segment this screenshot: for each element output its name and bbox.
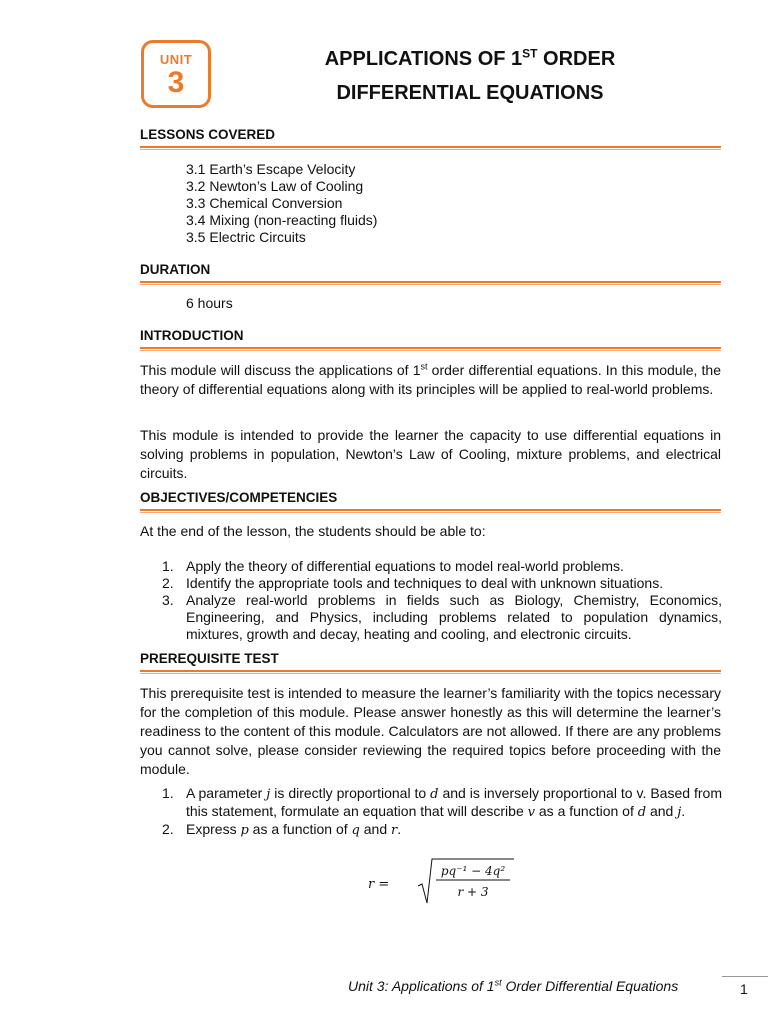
list-item: 3.5 Electric Circuits [186, 229, 306, 245]
math-symbol: j [266, 787, 271, 802]
unit-badge [141, 40, 211, 108]
item-number: 2. [162, 821, 174, 837]
section-heading: PREREQUISITE TEST [140, 651, 279, 666]
section-heading: INTRODUCTION [140, 328, 244, 343]
list-item: 3.3 Chemical Conversion [186, 195, 343, 211]
intro-paragraph-1 [140, 361, 721, 399]
item-number: 2. [162, 575, 174, 591]
list-item: 3.2 Newton’s Law of Cooling [186, 178, 364, 194]
list-item [162, 592, 722, 643]
item-number: 1. [162, 785, 174, 801]
intro-paragraph-2: This module is intended to provide the learner the capacity to use differential equations in solving problems in population, Newton’s Law of Cooling, mixture problems, and electrical circuits. [140, 427, 721, 481]
list-item: 3.1 Earth’s Escape Velocity [186, 161, 356, 177]
title-line-2: DIFFERENTIAL EQUATIONS [336, 82, 604, 104]
list-item [162, 558, 722, 575]
intro-text: This module will discuss the applications of 1 [140, 362, 421, 378]
list-item [162, 575, 722, 592]
equation-denominator: r + 3 [457, 885, 489, 899]
section-divider [140, 281, 721, 283]
equation [368, 858, 528, 908]
objectives-section-header [140, 490, 721, 513]
question-1 [162, 785, 722, 821]
title-line-1-tail: ORDER [537, 48, 616, 70]
introduction-section-header [140, 328, 721, 351]
objectives-intro: At the end of the lesson, the students should be able to: [140, 523, 486, 539]
section-divider-thin [140, 512, 721, 513]
section-divider-thin [140, 673, 721, 674]
math-symbol: p [240, 823, 249, 838]
math-symbol: j [677, 805, 682, 820]
prereq-section-header [140, 651, 721, 674]
math-symbol: d [637, 805, 647, 820]
objectives-list [162, 558, 722, 643]
prereq-questions [162, 785, 722, 839]
question-text-part: A parameter [186, 785, 267, 801]
math-symbol: d [430, 787, 439, 802]
item-number: 3. [162, 592, 174, 608]
page-title [250, 42, 690, 110]
section-heading: OBJECTIVES/COMPETENCIES [140, 490, 338, 505]
question-text-part: . [397, 821, 402, 837]
question-text-part: and is inversely proportional to v. Based from this statement, formulate an equation that will describe [186, 785, 722, 819]
footer-superscript: st [494, 977, 502, 988]
section-divider-thin [140, 149, 721, 150]
title-superscript: ST [522, 46, 538, 61]
unit-label: UNIT [159, 52, 193, 67]
lessons-list [186, 161, 377, 246]
item-text: Identify the appropriate tools and techniques to deal with unknown situations. [186, 575, 664, 591]
title-line-1 [250, 42, 690, 76]
math-symbol: v [527, 805, 535, 820]
duration-value: 6 hours [186, 295, 233, 311]
item-text: Analyze real-world problems in fields such as Biology, Chemistry, Economics, Engineering, and Physics, including problems related to population dynamics, mixtures, growth and decay, heating and cooling, and electronic circuits. [186, 592, 722, 642]
question-text [186, 821, 722, 839]
prereq-intro: This prerequisite test is intended to measure the learner’s familiarity with the topics necessary for the completion of this module. Please answer honestly as this will determine the learner’s readiness to the content of this module. Calculators are not allowed. If there are any problems you cannot solve, please consider reviewing the required topics before proceeding with the module. [140, 685, 721, 777]
footer-text-tail: Order Differential Equations [501, 978, 679, 994]
section-divider [140, 670, 721, 672]
section-divider-thin [140, 284, 721, 285]
section-heading: DURATION [140, 262, 211, 277]
page-footer [348, 978, 678, 994]
question-text-part: and [646, 803, 678, 819]
question-text [186, 785, 722, 821]
question-text-part: as a function of [248, 821, 352, 837]
page-number: 1 [740, 981, 748, 997]
section-divider [140, 146, 721, 148]
question-text-part: . [681, 803, 686, 819]
equation-numerator: pq⁻¹ − 4q² [440, 864, 506, 878]
section-heading: LESSONS COVERED [140, 127, 276, 142]
question-text-part: Express [186, 821, 241, 837]
item-text: Apply the theory of differential equations to model real-world problems. [186, 558, 624, 574]
question-text-part: and [359, 821, 391, 837]
equation-lhs: r = [368, 877, 390, 892]
title-line-1-text: APPLICATIONS OF 1 [324, 48, 523, 70]
intro-superscript: st [420, 361, 428, 372]
duration-section-header [140, 262, 721, 285]
question-text-part: as a function of [535, 803, 638, 819]
footer-divider [722, 976, 768, 977]
math-symbol: q [351, 823, 360, 838]
unit-number: 3 [167, 66, 185, 99]
section-divider-thin [140, 350, 721, 351]
section-divider [140, 509, 721, 511]
math-symbol: r [391, 823, 398, 838]
question-2 [162, 821, 722, 839]
question-text-part: is directly proportional to [270, 785, 431, 801]
section-divider [140, 347, 721, 349]
list-item: 3.4 Mixing (non-reacting fluids) [186, 212, 378, 228]
footer-text: Unit 3: Applications of 1 [348, 978, 495, 994]
item-number: 1. [162, 558, 174, 574]
intro-text-tail: order differential equations. In this module, the theory of differential equations along with its principles will be applied to real-world problems. [140, 362, 721, 397]
lessons-section-header [140, 127, 721, 150]
